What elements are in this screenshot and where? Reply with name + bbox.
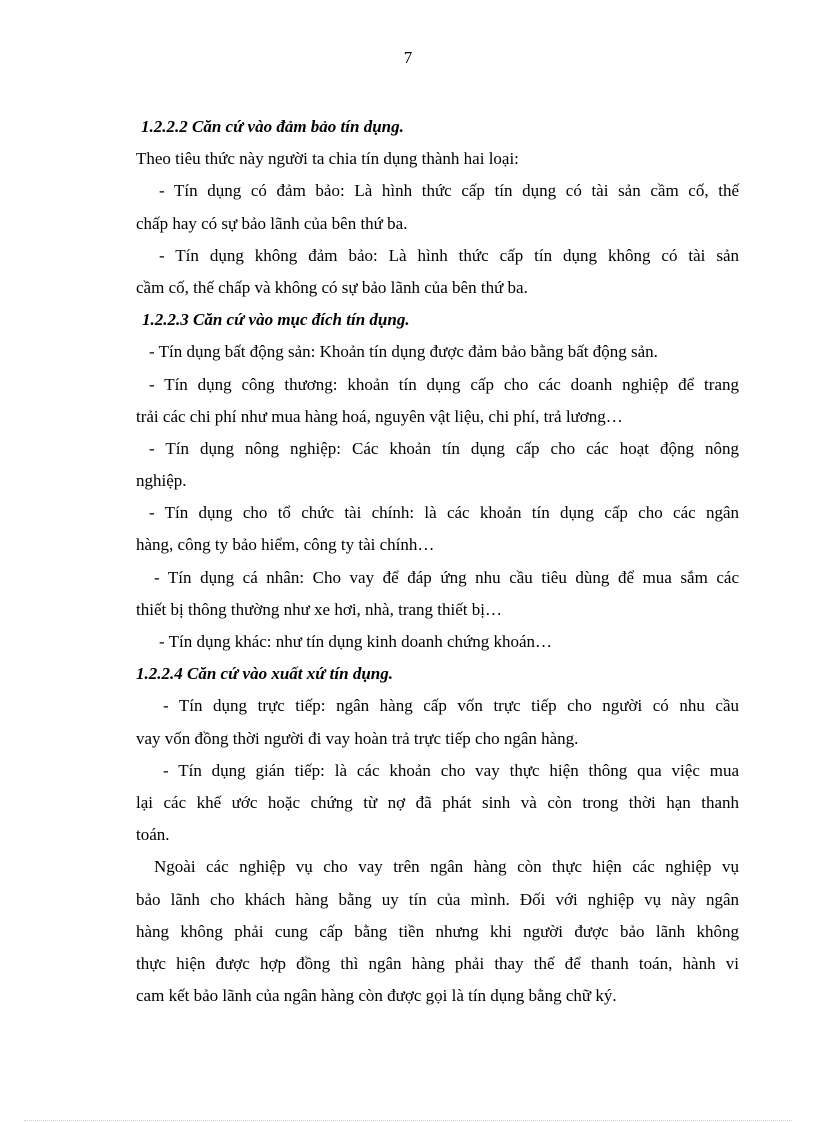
- paragraph-line: lại các khế ước hoặc chứng từ nợ đã phát sinh và còn trong thời hạn thanh: [136, 792, 739, 812]
- bullet-line: - Tín dụng khác: như tín dụng kinh doanh chứng khoán…: [159, 632, 553, 651]
- paragraph-line: chấp hay có sự bảo lãnh của bên thứ ba.: [136, 213, 408, 233]
- section-heading: 1.2.2.4 Căn cứ vào xuất xứ tín dụng.: [136, 664, 393, 684]
- paragraph-line: cam kết bảo lãnh của ngân hàng còn được gọi là tín dụng bằng chữ ký.: [136, 986, 617, 1006]
- bullet-line: - Tín dụng công thương: khoản tín dụng cấp cho các doanh nghiệp để trang: [149, 374, 739, 394]
- paragraph-line: hàng không phải cung cấp bằng tiền nhưng khi người được bảo lãnh không: [136, 921, 739, 941]
- paragraph-line: Theo tiêu thức này người ta chia tín dụng thành hai loại:: [136, 149, 519, 169]
- page-number: 7: [403, 48, 413, 67]
- bullet-line: - Tín dụng nông nghiệp: Các khoản tín dụng cấp cho các hoạt động nông: [149, 438, 739, 458]
- section-heading: 1.2.2.3 Căn cứ vào mục đích tín dụng.: [142, 310, 410, 330]
- page-bottom-divider: [24, 1120, 792, 1121]
- bullet-line: - Tín dụng có đảm bảo: Là hình thức cấp tín dụng có tài sản cầm cố, thế: [159, 181, 739, 201]
- paragraph-line: toán.: [136, 825, 170, 845]
- section-heading: 1.2.2.2 Căn cứ vào đảm bảo tín dụng.: [141, 117, 404, 136]
- paragraph-line: thiết bị thông thường như xe hơi, nhà, trang thiết bị…: [136, 599, 502, 619]
- bullet-line: - Tín dụng cho tổ chức tài chính: là các khoản tín dụng cấp cho các ngân: [149, 503, 739, 523]
- paragraph-line: vay vốn đồng thời người đi vay hoàn trả trực tiếp cho ngân hàng.: [136, 728, 579, 748]
- bullet-line: - Tín dụng cá nhân: Cho vay để đáp ứng nhu cầu tiêu dùng để mua sắm các: [154, 567, 739, 587]
- bullet-line: - Tín dụng bất động sản: Khoản tín dụng được đảm bảo bằng bất động sản.: [149, 342, 658, 362]
- paragraph-line: cầm cố, thế chấp và không có sự bảo lãnh của bên thứ ba.: [136, 277, 528, 297]
- bullet-line: - Tín dụng trực tiếp: ngân hàng cấp vốn trực tiếp cho người có nhu cầu: [163, 696, 739, 716]
- paragraph-line: thực hiện được hợp đồng thì ngân hàng phải thay thế để thanh toán, hành vi: [136, 953, 739, 973]
- paragraph-line: bảo lãnh cho khách hàng bằng uy tín của mình. Đối với nghiệp vụ này ngân: [136, 889, 739, 909]
- document-body: [136, 111, 739, 1012]
- paragraph-line: hàng, công ty bảo hiểm, công ty tài chính…: [136, 535, 435, 555]
- bullet-line: - Tín dụng không đảm bảo: Là hình thức cấp tín dụng không có tài sản: [159, 245, 739, 265]
- paragraph-line: trải các chi phí như mua hàng hoá, nguyên vật liệu, chi phí, trả lương…: [136, 406, 623, 426]
- paragraph-line: Ngoài các nghiệp vụ cho vay trên ngân hàng còn thực hiện các nghiệp vụ: [154, 857, 739, 877]
- paragraph-line: nghiệp.: [136, 471, 187, 491]
- bullet-line: - Tín dụng gián tiếp: là các khoản cho vay thực hiện thông qua việc mua: [163, 760, 739, 780]
